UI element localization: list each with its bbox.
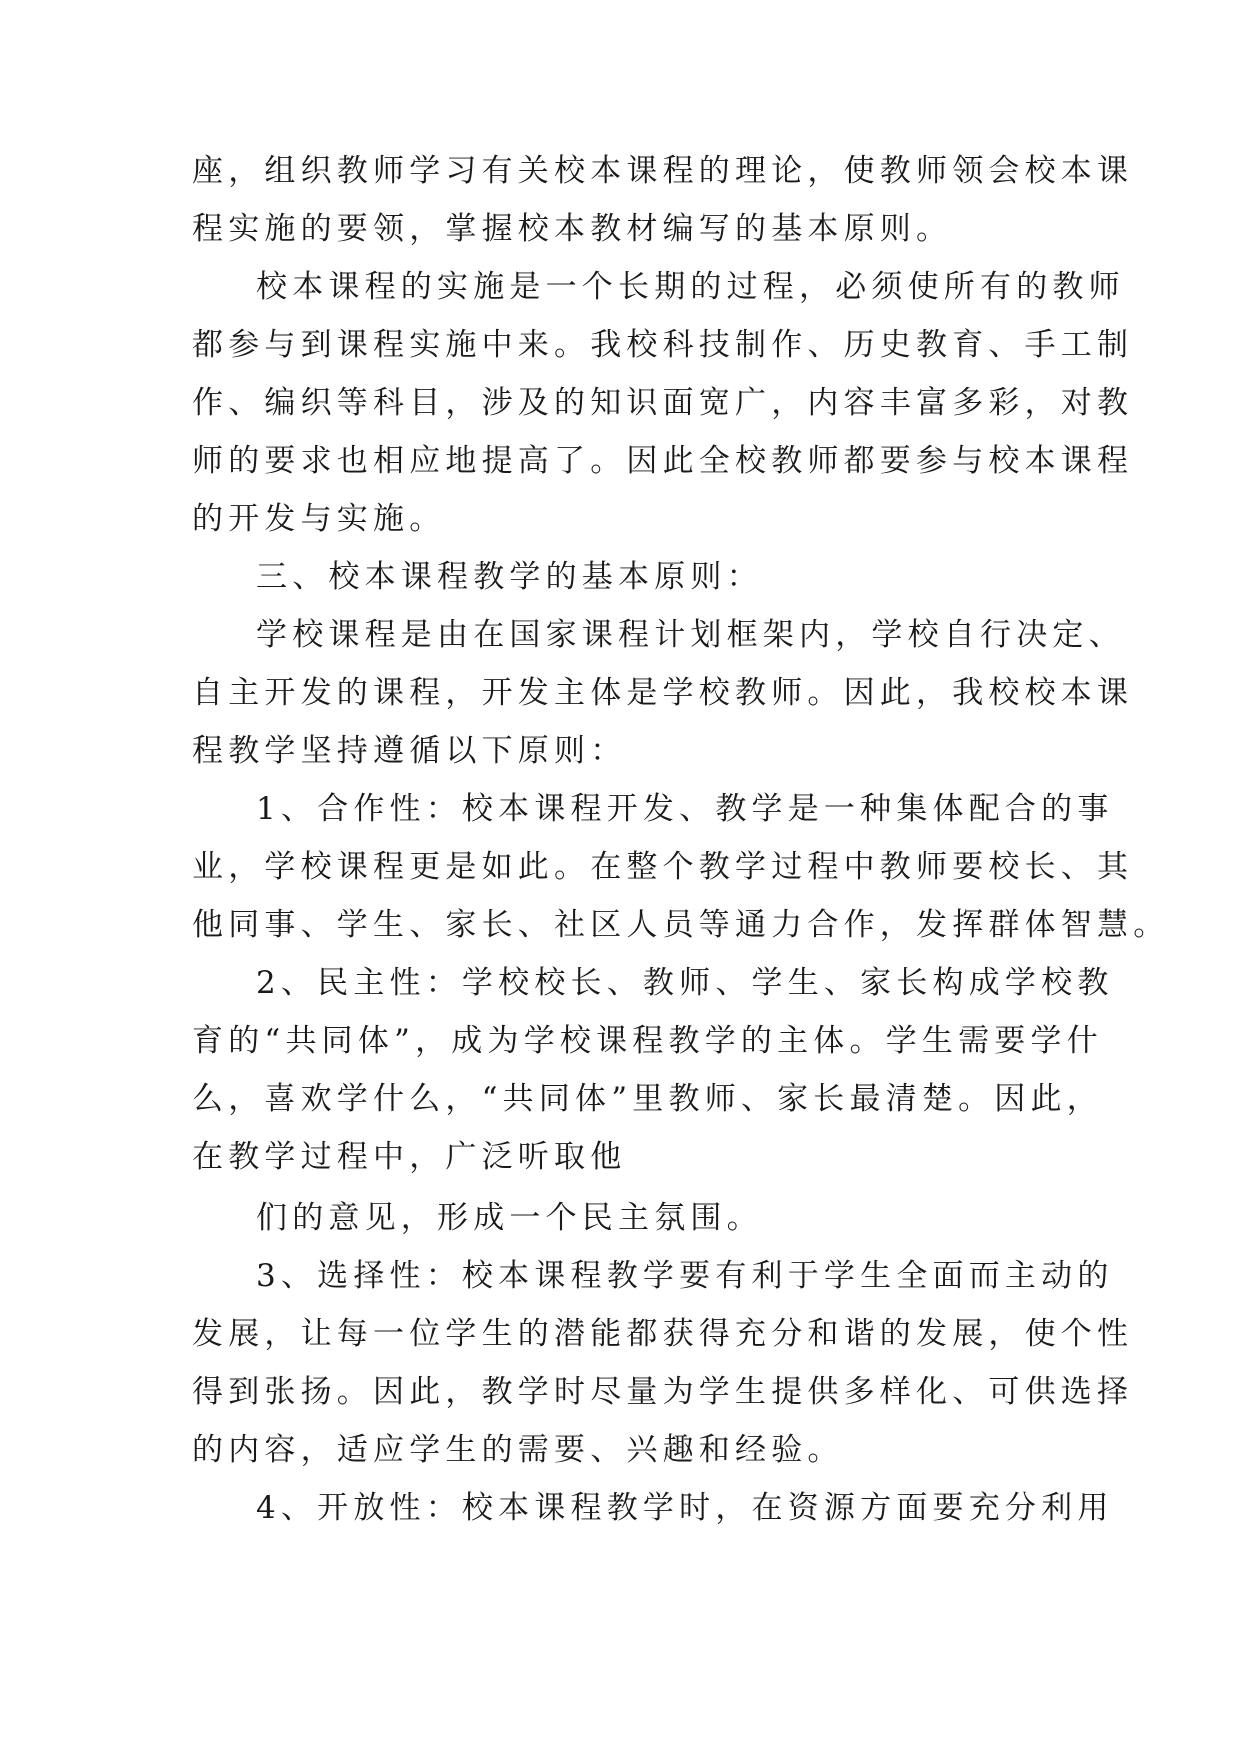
text-line: 都参与到课程实施中来。我校科技制作、历史教育、手工制 — [192, 327, 1134, 363]
text-line: 么，喜欢学什么，“共同体”里教师、家长最清楚。因此， — [192, 1081, 1103, 1117]
paragraph-start: 1、合作性：校本课程开发、教学是一种集体配合的事 — [256, 791, 1114, 827]
text-line: 自主开发的课程，开发主体是学校教师。因此，我校校本课 — [192, 675, 1134, 711]
text-line: 程教学坚持遵循以下原则： — [192, 733, 627, 769]
text-line: 程实施的要领，掌握校本教材编写的基本原则。 — [192, 211, 953, 247]
text-line: 在教学过程中，广泛听取他 — [192, 1139, 627, 1175]
text-line: 的内容，适应学生的需要、兴趣和经验。 — [192, 1432, 844, 1468]
text-line: 座，组织教师学习有关校本课程的理论，使教师领会校本课 — [192, 153, 1134, 189]
text-line: 得到张扬。因此，教学时尽量为学生提供多样化、可供选择 — [192, 1374, 1134, 1410]
text-line: 业，学校课程更是如此。在整个教学过程中教师要校长、其 — [192, 849, 1134, 885]
paragraph-start: 校本课程的实施是一个长期的过程，必须使所有的教师 — [256, 269, 1125, 305]
paragraph-start: 4、开放性：校本课程教学时，在资源方面要充分利用 — [256, 1490, 1114, 1526]
paragraph-start: 3、选择性：校本课程教学要有利于学生全面而主动的 — [256, 1258, 1114, 1294]
text-line: 师的要求也相应地提高了。因此全校教师都要参与校本课程 — [192, 443, 1134, 479]
text-line: 作、编织等科目，涉及的知识面宽广，内容丰富多彩，对教 — [192, 385, 1134, 421]
paragraph-start: 们的意见，形成一个民主氛围。 — [256, 1200, 763, 1236]
text-line: 育的“共同体”，成为学校课程教学的主体。学生需要学什 — [192, 1023, 1103, 1059]
text-line: 他同事、学生、家长、社区人员等通力合作，发挥群体智慧。 — [192, 907, 1170, 943]
paragraph-start: 2、民主性：学校校长、教师、学生、家长构成学校教 — [256, 965, 1114, 1001]
text-line: 发展，让每一位学生的潜能都获得充分和谐的发展，使个性 — [192, 1316, 1134, 1352]
section-heading: 三、校本课程教学的基本原则： — [256, 559, 763, 595]
text-line: 的开发与实施。 — [192, 501, 446, 537]
paragraph-start: 学校课程是由在国家课程计划框架内，学校自行决定、 — [256, 617, 1125, 653]
